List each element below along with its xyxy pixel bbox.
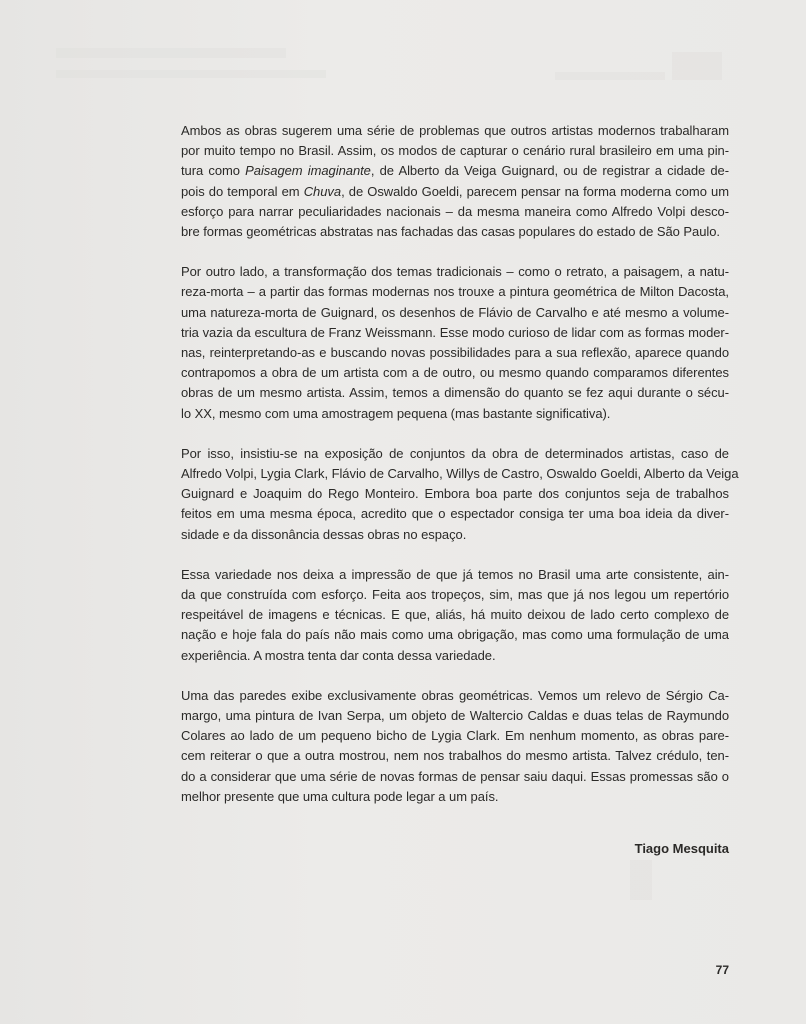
text-line: esforço para narrar peculiaridades nacionais – da mesma maneira como Alfredo Volpi desco- [181, 203, 729, 219]
text-line: Guignard e Joaquim do Rego Monteiro. Embora boa parte dos conjuntos seja de trabalhos [181, 486, 729, 502]
text-line: reza-morta – a partir das formas modernas nos trouxe a pintura geométrica de Milton Dacosta, [181, 284, 729, 300]
text-line: contrapomos a obra de um artista com a de outro, ou mesmo quando comparamos diferentes [181, 365, 729, 381]
text-run: pois do temporal em [181, 183, 304, 199]
text-line: uma natureza-morta de Guignard, os desenhos de Flávio de Carvalho e até mesmo a volume- [181, 304, 729, 320]
text-line: melhor presente que uma cultura pode legar a um país. [181, 788, 499, 804]
text-line: Uma das paredes exibe exclusivamente obras geométricas. Vemos um relevo de Sérgio Ca- [181, 687, 729, 703]
page-number: 77 [715, 963, 729, 977]
text-line: Por outro lado, a transformação dos temas tradicionais – como o retrato, a paisagem, a natu- [181, 264, 729, 280]
paragraph [181, 686, 729, 807]
italic-title: Chuva [303, 183, 342, 199]
show-through-block [56, 48, 286, 58]
paragraph [181, 262, 729, 424]
text-line: respeitável de imagens e técnicas. E que, aliás, há muito deixou de lado certo complexo de [181, 607, 729, 623]
text-run: tura como [181, 163, 246, 179]
text-line: Essa variedade nos deixa a impressão de que já temos no Brasil uma arte consistente, ain- [181, 566, 729, 582]
text-line: Colares ao lado de um pequeno bicho de Lygia Clark. Em nenhum momento, as obras pare- [181, 728, 729, 744]
text-line: lo XX, mesmo com uma amostragem pequena (mas bastante significativa). [181, 405, 611, 421]
show-through-block [630, 860, 652, 900]
show-through-block [672, 52, 722, 80]
text-line: experiência. A mostra tenta dar conta dessa variedade. [181, 647, 496, 663]
body-text [181, 121, 739, 827]
show-through-block [555, 72, 665, 80]
paragraph [181, 444, 739, 545]
text-line: sidade e da dissonância dessas obras no espaço. [181, 526, 467, 542]
text-line: tria vazia da escultura de Franz Weissmann. Esse modo curioso de lidar com as formas moder- [181, 324, 729, 340]
text-line: Por isso, insistiu-se na exposição de conjuntos da obra de determinados artistas, caso de [181, 445, 729, 461]
text-line: Ambos as obras sugerem uma série de problemas que outros artistas modernos trabalharam [181, 123, 729, 138]
text-run: , de Oswaldo Goeldi, parecem pensar na forma moderna como um [341, 183, 729, 199]
italic-title: Paisagem imaginante [245, 163, 371, 179]
text-line: margo, uma pintura de Ivan Serpa, um objeto de Waltercio Caldas e duas telas de Raymundo [181, 708, 729, 724]
text-line: nas, reinterpretando-as e buscando novas possibilidades para a sua reflexão, aparece quando [181, 345, 729, 361]
paragraph [181, 565, 729, 666]
show-through-block [56, 70, 326, 78]
text-line [181, 182, 729, 202]
paragraph [181, 121, 729, 242]
text-line: feitos em uma mesma época, acredito que o espectador consiga ter uma boa ideia da diver- [181, 506, 729, 522]
text-line: obras de um mesmo artista. Assim, temos a dimensão do quanto se fez aqui durante o sécu- [181, 385, 729, 401]
text-line: do a considerar que uma série de novas formas de pensar saiu daqui. Essas promessas são o [181, 768, 729, 784]
text-line: da que construída com esforço. Feita aos tropeços, sim, mas que já nos legou um repertório [181, 587, 729, 603]
text-line: nação e hoje fala do país não mais como uma obrigação, mas como uma formulação de uma [181, 627, 729, 643]
text-line: bre formas geométricas abstratas nas fachadas das casas populares do estado de São Paulo. [181, 224, 720, 240]
text-line: cem reiterar o que a outra mostrou, nem nos trabalhos do mesmo artista. Talvez crédulo, ten- [181, 748, 729, 764]
author-signature: Tiago Mesquita [634, 841, 729, 856]
text-line: por muito tempo no Brasil. Assim, os modos de capturar o cenário rural brasileiro em uma pin- [181, 143, 729, 159]
text-line [181, 161, 729, 181]
text-run: , de Alberto da Veiga Guignard, ou de registrar a cidade de- [370, 163, 729, 179]
text-line: Alfredo Volpi, Lygia Clark, Flávio de Carvalho, Willys de Castro, Oswaldo Goeldi, Alberto da Veiga [181, 466, 739, 482]
